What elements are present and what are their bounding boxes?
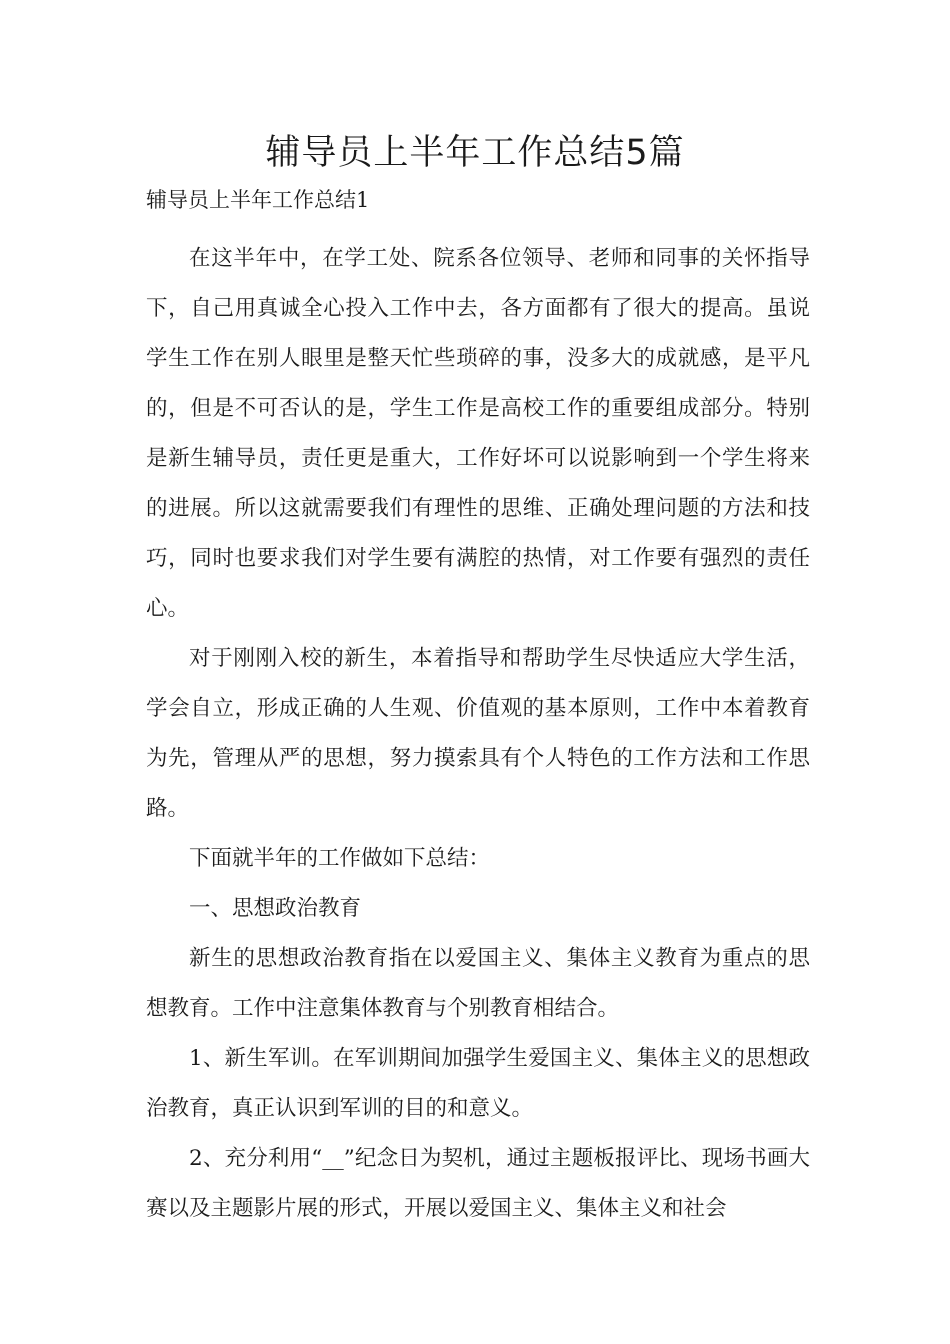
body-text <box>146 234 810 1234</box>
list-item: 1、新生军训。在军训期间加强学生爱国主义、集体主义的思想政治教育，真正认识到军训的目的和意义。 <box>146 1046 810 1121</box>
paragraph: 对于刚刚入校的新生，本着指导和帮助学生尽快适应大学生活，学会自立，形成正确的人生观、价值观的基本原则，工作中本着教育为先，管理从严的思想，努力摸索具有个人特色的工作方法和工作思路。 <box>146 646 810 821</box>
paragraph: 下面就半年的工作做如下总结： <box>189 846 491 871</box>
paragraph: 在这半年中，在学工处、院系各位领导、老师和同事的关怀指导下，自己用真诚全心投入工作中去，各方面都有了很大的提高。虽说学生工作在别人眼里是整天忙些琐碎的事，没多大的成就感，是平凡的，但是不可否认的是，学生工作是高校工作的重要组成部分。特别是新生辅导员，责任更是重大，工作好坏可以说影响到一个学生将来的进展。所以这就需要我们有理性的思维、正确处理问题的方法和技巧，同时也要求我们对学生要有满腔的热情，对工作要有强烈的责任心。 <box>146 246 810 621</box>
section-subtitle: 辅导员上半年工作总结1 <box>146 188 370 212</box>
paragraph: 新生的思想政治教育指在以爱国主义、集体主义教育为重点的思想教育。工作中注意集体教育与个别教育相结合。 <box>146 946 810 1021</box>
section-heading: 一、思想政治教育 <box>189 896 362 921</box>
list-item: 2、充分利用“__”纪念日为契机，通过主题板报评比、现场书画大赛以及主题影片展的形式，开展以爱国主义、集体主义和社会 <box>146 1146 810 1221</box>
document-title: 辅导员上半年工作总结5篇 <box>265 133 685 173</box>
